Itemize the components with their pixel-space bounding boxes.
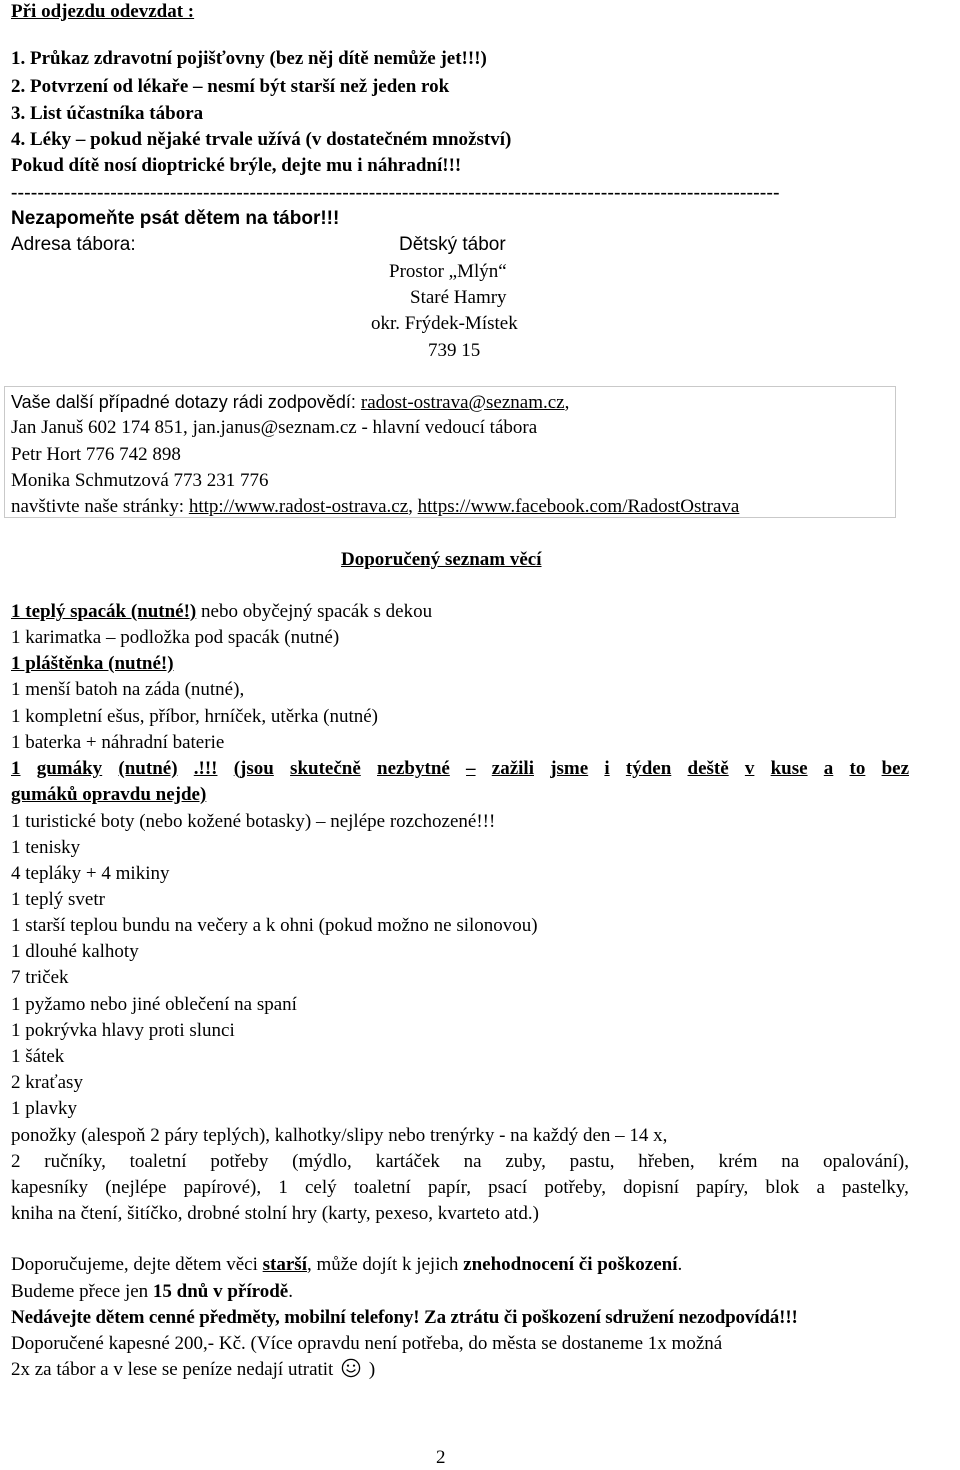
list-item-scarf: 1 šátek bbox=[11, 1046, 65, 1067]
note-older-b: starší bbox=[262, 1254, 307, 1275]
note-older-d: znehodnocení či poškození bbox=[463, 1254, 678, 1275]
list-item-trousers: 1 dlouhé kalhoty bbox=[11, 941, 139, 962]
list-item-swimwear: 1 plavky bbox=[11, 1098, 77, 1119]
word: papíry, bbox=[696, 1177, 749, 1198]
separator-line: -------------------------------------------------------------------------------------------------------------------- bbox=[11, 182, 780, 203]
contact-email-suffix: , bbox=[564, 392, 570, 413]
list-item-shorts: 2 kraťasy bbox=[11, 1072, 83, 1093]
contact-jan-line bbox=[11, 416, 537, 440]
note-older-things bbox=[11, 1253, 682, 1277]
address-label: Adresa tábora: bbox=[11, 234, 136, 255]
note-duration-b: 15 dnů v přírodě bbox=[152, 1281, 289, 1302]
address-line-1: Dětský tábor bbox=[399, 234, 506, 255]
word: deště bbox=[687, 758, 729, 779]
word: kapesníky bbox=[11, 1177, 89, 1198]
address-line-4: okr. Frýdek-Místek bbox=[371, 313, 518, 334]
word: i bbox=[604, 758, 610, 779]
address-line-2: Prostor „Mlýn“ bbox=[389, 261, 507, 282]
contact-web-prefix: navštivte naše stránky: bbox=[11, 496, 189, 517]
smiley-icon bbox=[341, 1358, 361, 1378]
address-line-3: Staré Hamry bbox=[410, 287, 507, 308]
departure-item-5: Pokud dítě nosí dioptrické brýle, dejte mu i náhradní!!! bbox=[11, 155, 462, 176]
word: papírové), bbox=[183, 1177, 262, 1198]
word: na bbox=[781, 1151, 800, 1172]
word: 1 bbox=[278, 1177, 288, 1198]
list-item-raincoat: 1 pláštěnka (nutné!) bbox=[11, 653, 174, 674]
boots-words bbox=[11, 757, 909, 781]
word: (mýdlo, bbox=[292, 1151, 352, 1172]
word: a bbox=[823, 758, 834, 779]
word: papír, bbox=[427, 1177, 471, 1198]
word: (nutné) bbox=[118, 758, 178, 779]
word: to bbox=[849, 758, 866, 779]
list-title: Doporučený seznam věcí bbox=[341, 549, 542, 570]
departure-item-3: 3. List účastníka tábora bbox=[11, 103, 204, 124]
address-line-5: 739 15 bbox=[428, 340, 481, 361]
note-older-c: , může dojít k jejich bbox=[306, 1254, 464, 1275]
word: hřeben, bbox=[638, 1151, 695, 1172]
contact-jan-role: - hlavní vedoucí tábora bbox=[356, 417, 538, 438]
contact-jan: Jan Januš 602 174 851, bbox=[11, 417, 193, 438]
word: bez bbox=[881, 758, 909, 779]
word: (nejlépe bbox=[105, 1177, 167, 1198]
word: krém bbox=[718, 1151, 758, 1172]
contact-web-sep: , bbox=[408, 496, 418, 517]
word: potřeby bbox=[210, 1151, 269, 1172]
list-item-sleeping-bag-rest: nebo obyčejný spacák s dekou bbox=[196, 601, 433, 622]
page-number: 2 bbox=[436, 1447, 446, 1468]
facebook-link[interactable]: https://www.facebook.com/RadostOstrava bbox=[417, 496, 740, 517]
word: toaletní bbox=[129, 1151, 187, 1172]
contact-intro: Vaše další případné dotazy rádi zodpovědí: bbox=[11, 392, 361, 412]
contact-monika: Monika Schmutzová 773 231 776 bbox=[11, 470, 269, 491]
word: 2 bbox=[11, 1151, 21, 1172]
word: pastelky, bbox=[842, 1177, 909, 1198]
list-item-flashlight: 1 baterka + náhradní baterie bbox=[11, 732, 225, 753]
list-item-tissues bbox=[11, 1176, 909, 1200]
word: na bbox=[463, 1151, 482, 1172]
list-item-book: kniha na čtení, šitíčko, drobné stolní hry (karty, pexeso, kvarteto atd.) bbox=[11, 1203, 539, 1224]
towels-words bbox=[11, 1150, 909, 1174]
word: nezbytné bbox=[377, 758, 450, 779]
word: 1 bbox=[11, 758, 21, 779]
list-item-backpack: 1 menší batoh na záda (nutné), bbox=[11, 679, 245, 700]
list-item-hat: 1 pokrývka hlavy proti slunci bbox=[11, 1020, 235, 1041]
word: zuby, bbox=[505, 1151, 546, 1172]
departure-item-2: 2. Potvrzení od lékaře – nesmí být starší než jeden rok bbox=[11, 76, 450, 97]
list-item-boots-line-2: gumáků opravdu nejde) bbox=[11, 784, 207, 805]
word: opalování), bbox=[822, 1151, 909, 1172]
word: kuse bbox=[770, 758, 808, 779]
list-item-boots-line-1 bbox=[11, 757, 909, 781]
list-item-sleeping-bag bbox=[11, 600, 432, 624]
note-older-e: . bbox=[677, 1254, 683, 1275]
list-item-jacket: 1 starší teplou bundu na večery a k ohni (pokud možno ne silonovou) bbox=[11, 915, 538, 936]
word: – bbox=[466, 758, 476, 779]
contact-intro-line bbox=[11, 390, 569, 414]
tissues-words bbox=[11, 1176, 909, 1200]
word: v bbox=[744, 758, 755, 779]
website-link[interactable]: http://www.radost-ostrava.cz bbox=[188, 496, 409, 517]
list-item-pajamas: 1 pyžamo nebo jiné oblečení na spaní bbox=[11, 994, 297, 1015]
word: celý bbox=[304, 1177, 337, 1198]
contact-web-line bbox=[11, 495, 739, 519]
departure-item-1: 1. Průkaz zdravotní pojišťovny (bez něj dítě nemůže jet!!!) bbox=[11, 48, 487, 69]
write-note: Nezapomeňte psát dětem na tábor!!! bbox=[11, 208, 340, 229]
contact-email-link[interactable]: radost-ostrava@seznam.cz bbox=[360, 392, 565, 413]
list-item-sweatpants: 4 tepláky + 4 mikiny bbox=[11, 863, 170, 884]
note-spending bbox=[11, 1358, 375, 1382]
departure-item-4: 4. Léky – pokud nějaké trvale užívá (v dostatečném množství) bbox=[11, 129, 512, 150]
word: dopisní bbox=[623, 1177, 680, 1198]
contact-petr: Petr Hort 776 742 898 bbox=[11, 444, 181, 465]
note-duration bbox=[11, 1280, 293, 1304]
word: blok bbox=[765, 1177, 800, 1198]
word: a bbox=[816, 1177, 825, 1198]
note-pocket-money: Doporučené kapesné 200,- Kč. (Více opravdu není potřeba, do města se dostaneme 1x možná bbox=[11, 1333, 723, 1354]
word: psací bbox=[488, 1177, 528, 1198]
word: jsme bbox=[550, 758, 589, 779]
word: ručníky, bbox=[44, 1151, 106, 1172]
list-item-sleeping-bag-bold: 1 teplý spacák (nutné!) bbox=[11, 601, 197, 622]
word: skutečně bbox=[290, 758, 361, 779]
contact-jan-email[interactable]: jan.janus@seznam.cz bbox=[192, 417, 357, 438]
word: týden bbox=[625, 758, 672, 779]
word: kartáček bbox=[375, 1151, 440, 1172]
departure-heading: Při odjezdu odevzdat : bbox=[11, 1, 195, 22]
word: (jsou bbox=[233, 758, 274, 779]
note-duration-a: Budeme přece jen bbox=[11, 1281, 153, 1302]
word: toaletní bbox=[353, 1177, 411, 1198]
word: pastu, bbox=[569, 1151, 615, 1172]
word: zažili bbox=[491, 758, 534, 779]
note-spending-b: ) bbox=[364, 1359, 376, 1380]
word: .!!! bbox=[193, 758, 218, 779]
list-item-mat: 1 karimatka – podložka pod spacák (nutné) bbox=[11, 627, 340, 648]
note-older-a: Doporučujeme, dejte dětem věci bbox=[11, 1254, 263, 1275]
list-item-socks: ponožky (alespoň 2 páry teplých), kalhotky/slipy nebo trenýrky - na každý den – 14 x, bbox=[11, 1125, 668, 1146]
note-spending-a: 2x za tábor a v lese se peníze nedají utratit bbox=[11, 1359, 334, 1380]
list-item-mess-kit: 1 kompletní ešus, příbor, hrníček, utěrka (nutné) bbox=[11, 706, 379, 727]
list-item-towels bbox=[11, 1150, 909, 1174]
list-item-sweater: 1 teplý svetr bbox=[11, 889, 105, 910]
note-duration-c: . bbox=[288, 1281, 293, 1302]
list-item-hiking-boots: 1 turistické boty (nebo kožené botasky) – nejlépe rozchozené!!! bbox=[11, 811, 496, 832]
word: potřeby, bbox=[544, 1177, 606, 1198]
list-item-tshirts: 7 triček bbox=[11, 967, 69, 988]
word: gumáky bbox=[36, 758, 103, 779]
note-valuables: Nedávejte dětem cenné předměty, mobilní telefony! Za ztrátu či poškození sdružení nezodpovídá!!! bbox=[11, 1307, 798, 1328]
list-item-sneakers: 1 tenisky bbox=[11, 837, 81, 858]
